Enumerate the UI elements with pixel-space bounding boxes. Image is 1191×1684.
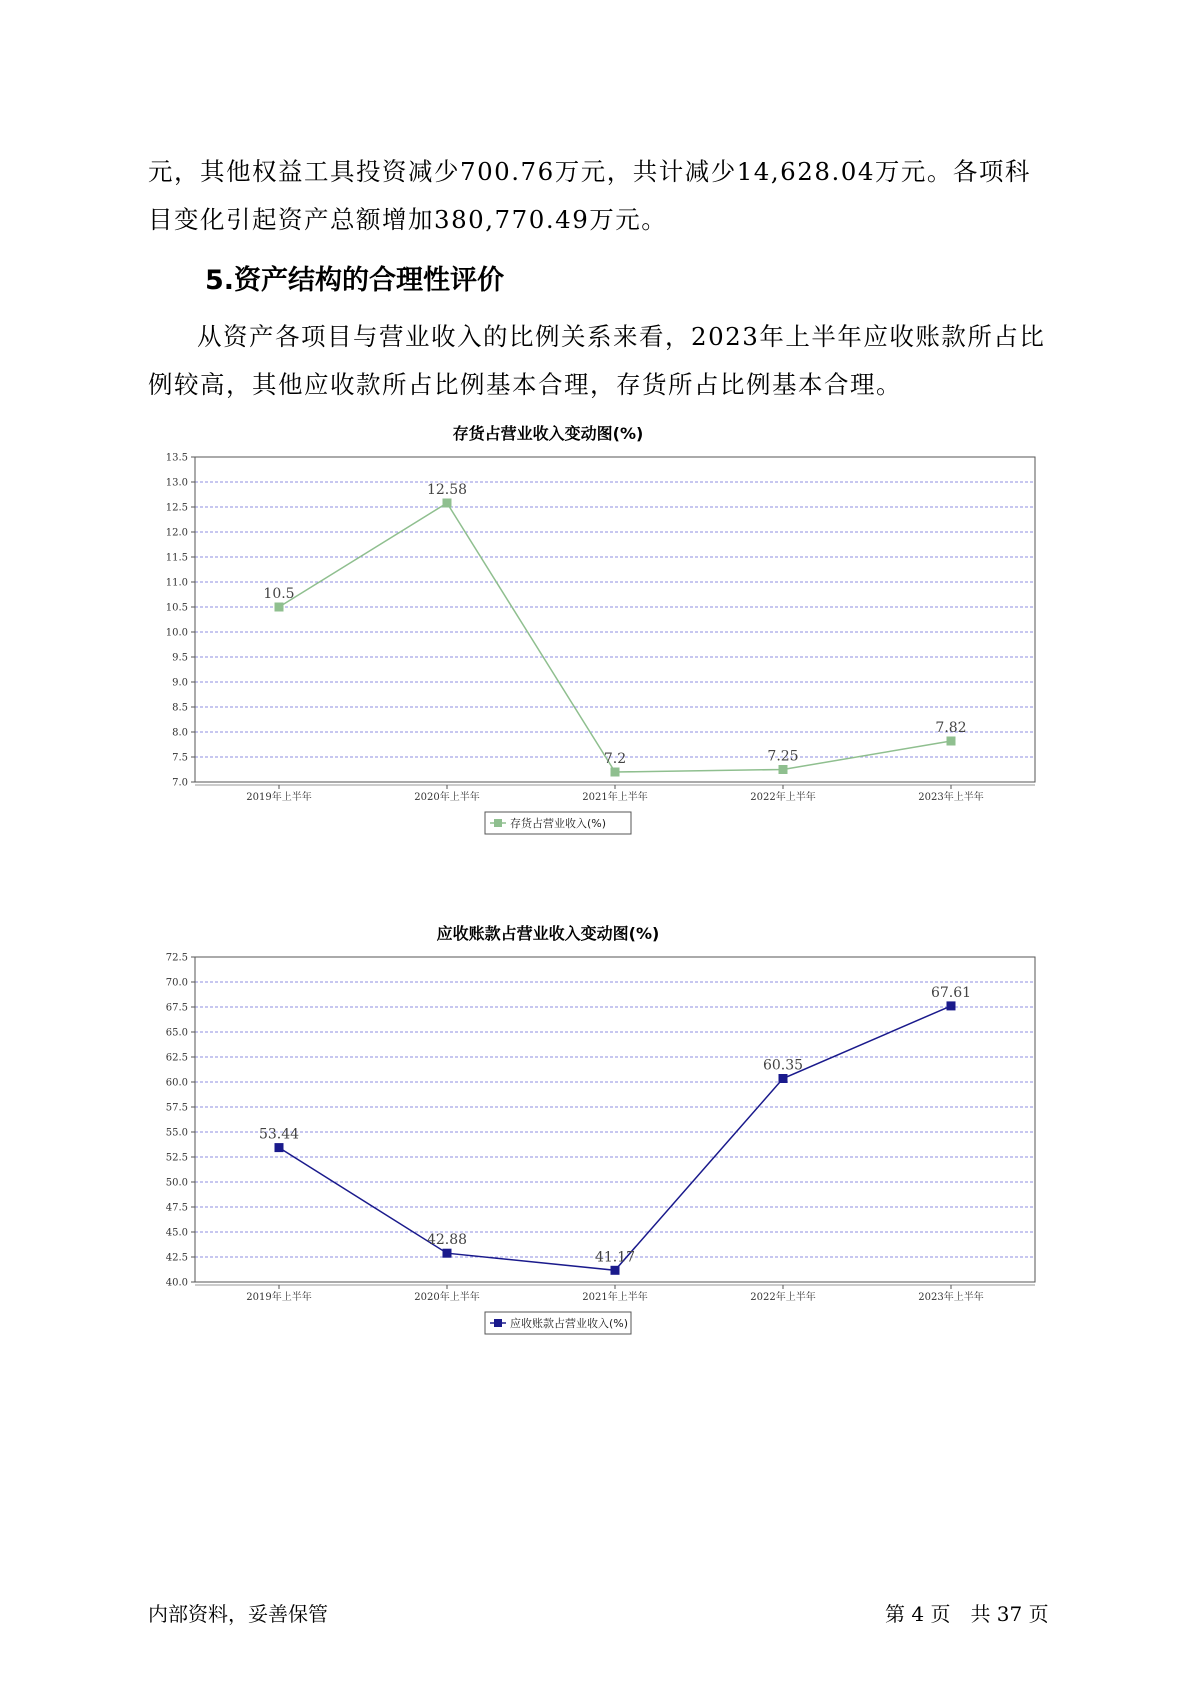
paragraph-asset-structure: 从资产各项目与营业收入的比例关系来看，2023年上半年应收账款所占比例较高，其他应收款所占比例基本合理，存货所占比例基本合理。 (148, 322, 1046, 399)
x-tick-label: 2019年上半年 (246, 792, 312, 803)
data-label: 10.5 (263, 586, 295, 602)
data-label: 53.44 (258, 1126, 300, 1143)
y-tick-label: 11.5 (165, 552, 188, 564)
legend-marker (494, 1319, 502, 1327)
y-tick-label: 57.5 (165, 1102, 188, 1114)
data-point (275, 603, 284, 612)
x-tick-label: 2020年上半年 (414, 1292, 480, 1303)
data-point (611, 768, 620, 777)
y-tick-label: 45.0 (165, 1227, 188, 1239)
footer-page-number: 第 4 页 共 37 页 (885, 1602, 1049, 1626)
data-label: 41.17 (594, 1249, 636, 1266)
y-tick-label: 65.0 (165, 1027, 188, 1039)
data-label: 7.2 (603, 751, 627, 767)
inventory-ratio-chart (140, 425, 1040, 875)
legend-marker (494, 819, 502, 827)
plot-area (195, 457, 1035, 782)
y-tick-label: 62.5 (165, 1052, 188, 1064)
data-point (611, 1266, 620, 1275)
data-point (779, 765, 788, 774)
y-tick-label: 9.5 (172, 652, 188, 664)
receivables-ratio-chart (140, 925, 1040, 1385)
section-heading: 5.资产结构的合理性评价 (205, 265, 505, 296)
y-tick-label: 52.5 (165, 1152, 188, 1164)
plot-area (195, 957, 1035, 1282)
y-tick-label: 7.5 (172, 752, 188, 764)
y-tick-label: 40.0 (165, 1277, 188, 1289)
y-tick-label: 70.0 (165, 977, 188, 989)
data-point (443, 499, 452, 508)
y-tick-label: 50.0 (165, 1177, 188, 1189)
y-tick-label: 12.5 (165, 502, 188, 514)
y-tick-label: 10.0 (165, 627, 188, 639)
x-tick-label: 2022年上半年 (750, 792, 816, 803)
x-tick-label: 2019年上半年 (246, 1292, 312, 1303)
y-tick-label: 11.0 (165, 577, 188, 589)
data-point (443, 1249, 452, 1258)
data-point (779, 1074, 788, 1083)
y-tick-label: 8.5 (172, 702, 188, 714)
data-label: 67.61 (930, 984, 972, 1001)
data-point (947, 1001, 956, 1010)
data-label: 12.58 (426, 482, 468, 498)
y-tick-label: 12.0 (165, 527, 188, 539)
chart-title: 应收账款占营业收入变动图(%) (436, 924, 660, 943)
data-label: 7.25 (767, 748, 799, 765)
y-tick-label: 55.0 (165, 1127, 188, 1139)
y-tick-label: 9.0 (172, 677, 188, 689)
data-point (275, 1143, 284, 1152)
x-tick-label: 2023年上半年 (918, 1292, 984, 1303)
y-tick-label: 7.0 (172, 777, 188, 789)
footer-confidential-note: 内部资料，妥善保管 (148, 1602, 328, 1626)
legend-label: 存货占营业收入(%) (510, 817, 607, 830)
inventory-ratio-chart-svg (140, 424, 1040, 897)
y-tick-label: 13.0 (165, 477, 188, 489)
data-label: 60.35 (762, 1057, 804, 1074)
y-tick-label: 10.5 (165, 602, 188, 614)
y-tick-label: 8.0 (172, 727, 188, 739)
x-tick-label: 2023年上半年 (918, 792, 984, 803)
series-line (279, 1006, 951, 1270)
x-tick-label: 2021年上半年 (582, 1292, 648, 1303)
y-tick-label: 67.5 (165, 1002, 188, 1014)
data-label: 7.82 (935, 720, 967, 736)
x-tick-label: 2021年上半年 (582, 792, 648, 803)
data-label: 42.88 (426, 1232, 468, 1249)
paragraph-asset-change: 元，其他权益工具投资减少700.76万元，共计减少14,628.04万元。各项科目变化引起资产总额增加380,770.49万元。 (148, 157, 1031, 234)
legend-label: 应收账款占营业收入(%) (510, 1317, 629, 1330)
receivables-ratio-chart-svg (140, 924, 1040, 1407)
x-tick-label: 2022年上半年 (750, 1292, 816, 1303)
y-tick-label: 13.5 (165, 452, 188, 464)
y-tick-label: 72.5 (165, 952, 188, 964)
data-point (947, 737, 956, 746)
y-tick-label: 47.5 (165, 1202, 188, 1214)
chart-title: 存货占营业收入变动图(%) (452, 424, 644, 443)
y-tick-label: 42.5 (165, 1252, 188, 1264)
x-tick-label: 2020年上半年 (414, 792, 480, 803)
y-tick-label: 60.0 (165, 1077, 188, 1089)
